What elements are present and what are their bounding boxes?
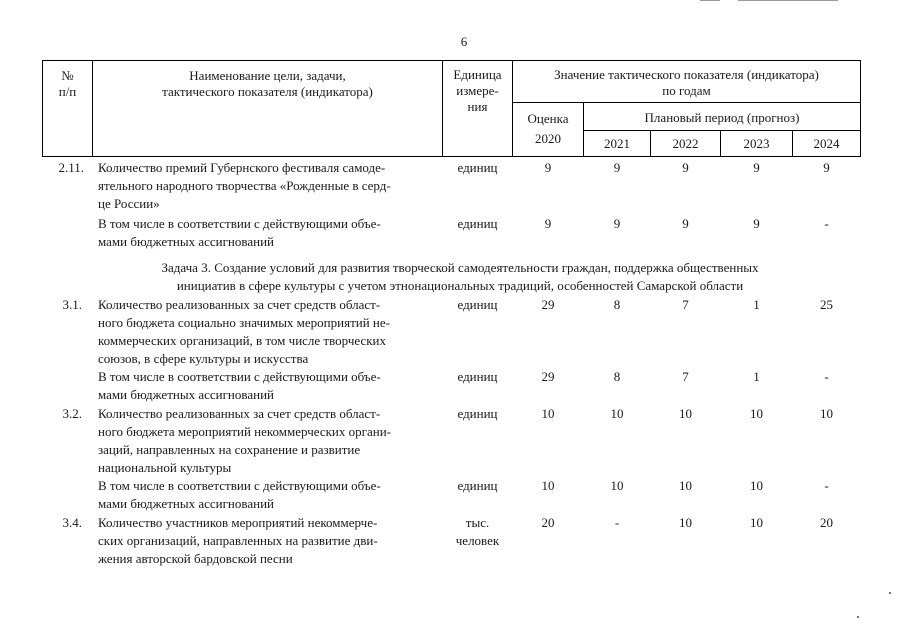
header-unit: Единица измере- ния (453, 67, 502, 114)
header-year: 2021 (604, 136, 630, 151)
row-value-2024: 10 (820, 406, 833, 421)
scan-speck (857, 616, 859, 618)
row-value-2020: 29 (541, 297, 555, 312)
row-value-2023: 9 (753, 216, 760, 231)
row-value-2024: - (824, 216, 829, 231)
row-value-2021: 9 (613, 160, 621, 175)
row-value-2020: 10 (541, 478, 555, 493)
row-unit: единиц (457, 406, 498, 421)
header-values-divider (512, 102, 861, 103)
row-number: 3.1. (62, 297, 82, 312)
header-plan-divider (583, 130, 861, 131)
row-number: 3.4. (62, 515, 82, 530)
row-value-2020: 10 (541, 406, 555, 421)
row-number: 2.11. (58, 160, 84, 175)
scan-artifact (738, 0, 838, 1)
row-description: Количество участников мероприятий некоммерче- ских организаций, направленных на развитие дви- жения авторской бардовской песни (98, 515, 378, 566)
row-value-2023: 1 (753, 369, 760, 384)
row-value-2023: 10 (750, 406, 763, 421)
row-value-2022: 10 (679, 478, 692, 493)
row-description: Количество реализованных за счет средств област- ного бюджета социально значимых мероприятий не- коммерческих организаций, в том числе творческих союзов, в сфере культуры и искусства (98, 297, 390, 366)
row-value-2020: 9 (544, 216, 552, 231)
row-description: В том числе в соответствии с действующими объе- мами бюджетных ассигнований (98, 369, 381, 402)
header-values: Значение тактического показателя (индикатора) по годам (554, 67, 819, 98)
row-value-2022: 7 (682, 369, 689, 384)
row-value-2020: 20 (541, 515, 555, 530)
row-number: 3.2. (62, 406, 82, 421)
row-value-2022: 9 (682, 160, 689, 175)
row-value-2024: 9 (823, 160, 830, 175)
row-value-2023: 1 (753, 297, 760, 312)
row-unit: единиц (457, 216, 498, 231)
row-description: Количество реализованных за счет средств област- ного бюджета мероприятий некоммерческих органи- заций, направленных на сохранение и развитие национальной культуры (98, 406, 391, 475)
row-value-2022: 10 (679, 406, 692, 421)
task-heading: Задача 3. Создание условий для развития творческой самодеятельности граждан, поддержка общественных инициатив в сфере культуры с учетом этнонациональных традиций, особенностей Самарской области (161, 260, 759, 293)
header-year: 2024 (813, 136, 840, 151)
row-description: Количество премий Губернского фестиваля самоде- ятельного народного творчества «Рожденные в серд- це России» (98, 160, 391, 211)
row-value-2023: 9 (753, 160, 760, 175)
row-value-2020: 29 (541, 369, 555, 384)
row-value-2021: 8 (613, 369, 621, 384)
row-value-2021: - (614, 515, 620, 530)
header-number: № п/п (58, 68, 77, 99)
row-value-2023: 10 (750, 515, 763, 530)
row-value-2021: 8 (613, 297, 621, 312)
row-value-2024: - (824, 369, 829, 384)
scan-artifact (700, 0, 720, 1)
header-name: Наименование цели, задачи, тактического показателя (индикатора) (162, 68, 373, 99)
header-bottom-border (42, 156, 861, 157)
row-value-2024: 25 (820, 297, 833, 312)
header-year: 2022 (672, 136, 699, 151)
row-value-2024: 20 (820, 515, 833, 530)
row-value-2021: 9 (613, 216, 621, 231)
row-unit: единиц (457, 160, 498, 175)
row-description: В том числе в соответствии с действующими объе- мами бюджетных ассигнований (98, 478, 381, 511)
row-value-2022: 10 (679, 515, 692, 530)
page-number: 6 (460, 34, 468, 49)
row-description: В том числе в соответствии с действующими объе- мами бюджетных ассигнований (98, 216, 381, 249)
scan-speck (889, 592, 891, 594)
header-plan-period: Плановый период (прогноз) (644, 110, 800, 125)
row-value-2024: - (824, 478, 829, 493)
row-value-2022: 7 (682, 297, 689, 312)
header-right-border (860, 60, 861, 157)
row-unit: единиц (457, 369, 498, 384)
row-value-2023: 10 (750, 478, 763, 493)
row-value-2021: 10 (610, 478, 624, 493)
header-estimate: Оценка 2020 (527, 111, 569, 146)
row-unit: единиц (457, 297, 498, 312)
row-value-2020: 9 (544, 160, 552, 175)
row-unit: единиц (457, 478, 498, 493)
row-unit: тыс. человек (455, 515, 500, 548)
header-year: 2023 (743, 136, 770, 151)
header-top-border (42, 60, 861, 61)
row-value-2022: 9 (682, 216, 689, 231)
row-value-2021: 10 (610, 406, 624, 421)
